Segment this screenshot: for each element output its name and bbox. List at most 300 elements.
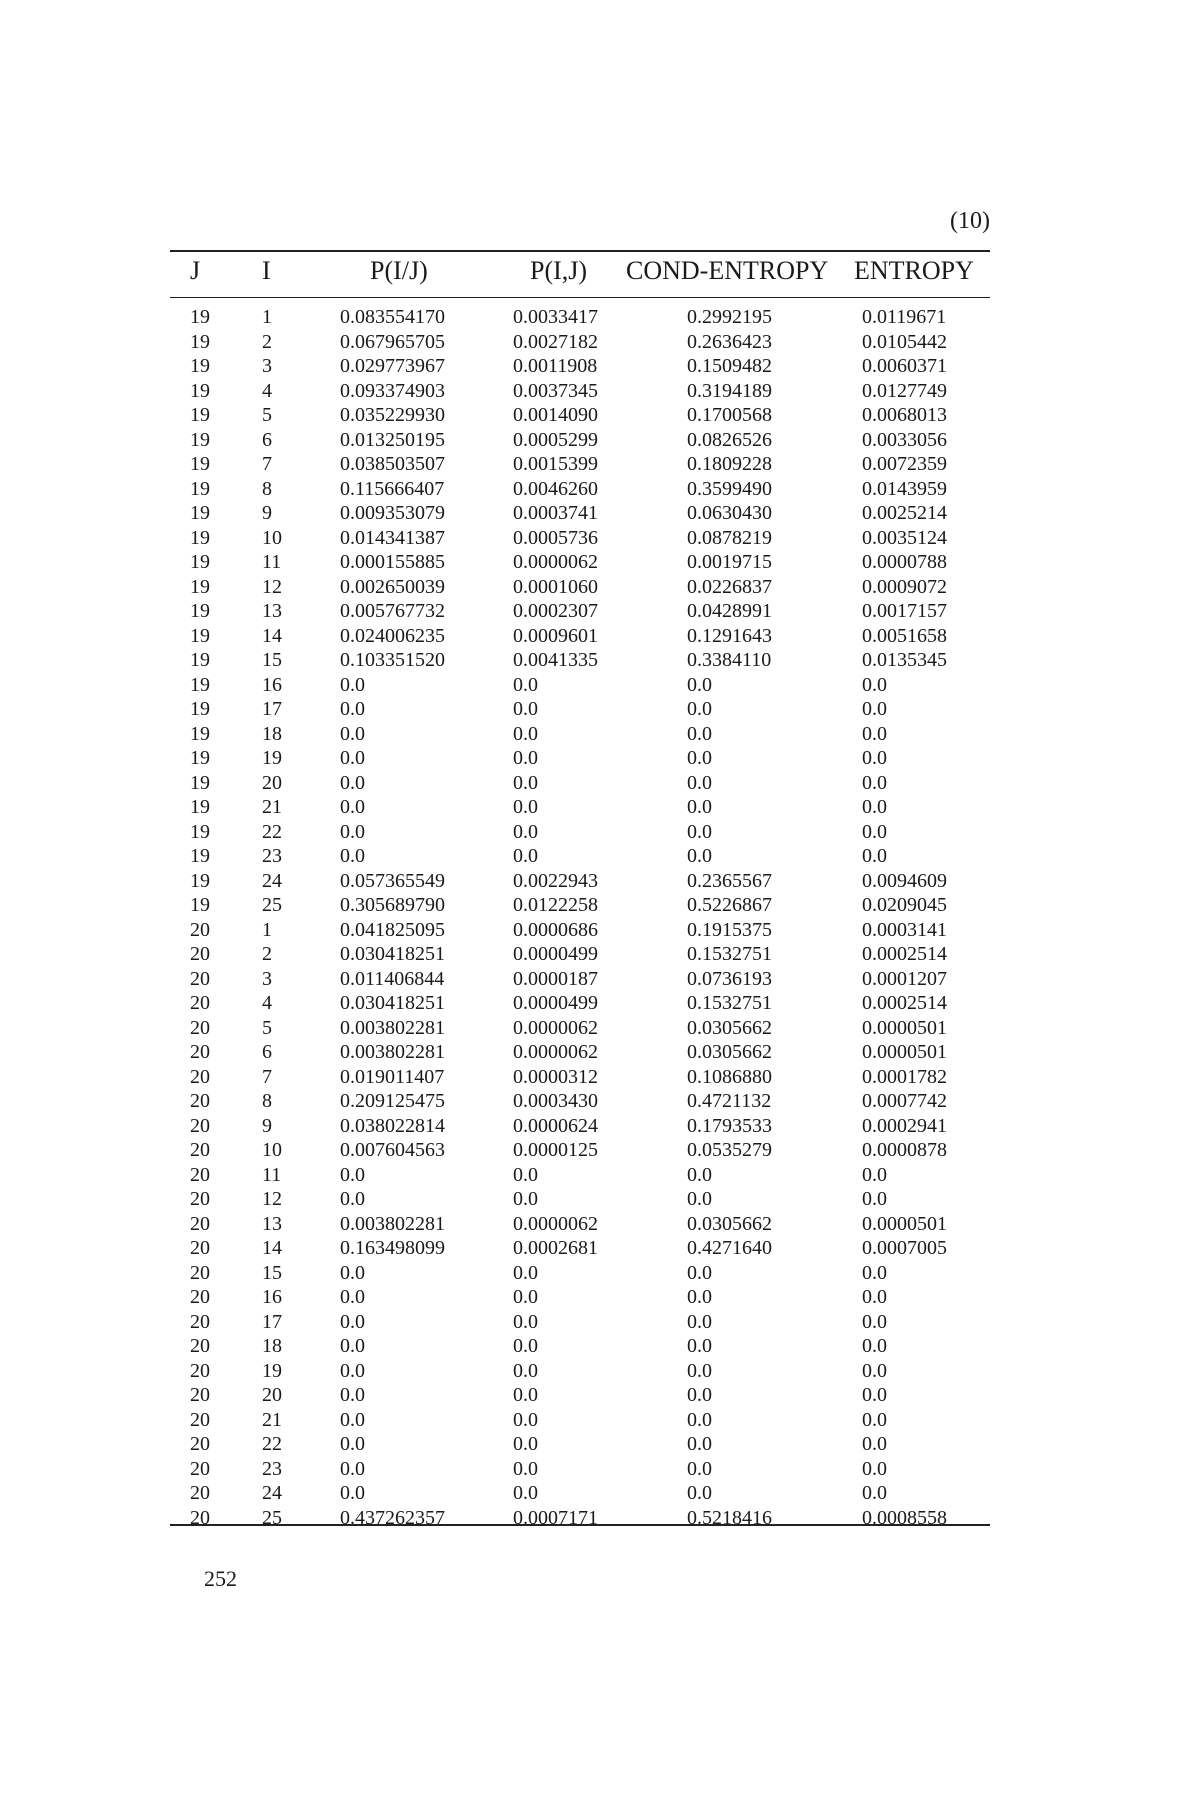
cell-cond-entropy: 0.0 (687, 1384, 712, 1406)
table-row (0, 575, 1200, 600)
cell-j: 20 (190, 1482, 210, 1504)
cell-entropy: 0.0127749 (862, 379, 947, 402)
cell-entropy: 0.0 (862, 1433, 887, 1455)
cell-j: 20 (190, 918, 210, 941)
cell-i: 23 (262, 1457, 282, 1480)
cell-joint-probability: 0.0041335 (513, 649, 598, 671)
cell-cond-entropy: 0.0226837 (687, 575, 772, 598)
cell-entropy: 0.0 (862, 796, 887, 818)
cell-entropy: 0.0105442 (862, 330, 947, 353)
cell-i: 4 (262, 992, 272, 1014)
cell-j: 20 (190, 1506, 210, 1529)
cell-conditional-probability: 0.019011407 (340, 1065, 445, 1088)
cell-conditional-probability: 0.038503507 (340, 453, 445, 475)
cell-i: 12 (262, 575, 282, 598)
cell-cond-entropy: 0.0 (687, 1359, 712, 1382)
cell-conditional-probability: 0.093374903 (340, 379, 445, 402)
cell-conditional-probability: 0.0 (340, 1457, 365, 1480)
table-row (0, 428, 1200, 453)
cell-j: 20 (190, 1041, 210, 1063)
cell-entropy: 0.0094609 (862, 869, 947, 892)
cell-entropy: 0.0 (862, 1335, 887, 1357)
cell-conditional-probability: 0.003802281 (340, 1212, 445, 1235)
cell-conditional-probability: 0.030418251 (340, 943, 445, 965)
cell-cond-entropy: 0.2636423 (687, 330, 772, 353)
cell-entropy: 0.0017157 (862, 600, 947, 622)
cell-conditional-probability: 0.0 (340, 796, 365, 818)
cell-cond-entropy: 0.5218416 (687, 1506, 772, 1529)
cell-conditional-probability: 0.029773967 (340, 355, 445, 377)
cell-joint-probability: 0.0000312 (513, 1065, 598, 1088)
table-row (0, 1163, 1200, 1188)
cell-cond-entropy: 0.3384110 (687, 649, 772, 671)
cell-joint-probability: 0.0 (513, 1482, 538, 1504)
cell-j: 19 (190, 673, 210, 696)
table-row (0, 1408, 1200, 1433)
cell-j: 20 (190, 1286, 210, 1308)
cell-conditional-probability: 0.000155885 (340, 551, 445, 573)
cell-joint-probability: 0.0000125 (513, 1139, 598, 1161)
cell-joint-probability: 0.0037345 (513, 379, 598, 402)
cell-cond-entropy: 0.0 (687, 673, 712, 696)
cell-j: 20 (190, 1090, 210, 1112)
cell-cond-entropy: 0.1915375 (687, 918, 772, 941)
cell-cond-entropy: 0.0019715 (687, 551, 772, 573)
table-row (0, 673, 1200, 698)
cell-j: 20 (190, 1139, 210, 1161)
cell-j: 20 (190, 1212, 210, 1235)
cell-j: 20 (190, 992, 210, 1014)
cell-conditional-probability: 0.035229930 (340, 404, 445, 426)
cell-cond-entropy: 0.0535279 (687, 1139, 772, 1161)
table-row (0, 526, 1200, 551)
cell-entropy: 0.0000501 (862, 1016, 947, 1039)
cell-j: 20 (190, 1016, 210, 1039)
cell-conditional-probability: 0.014341387 (340, 526, 445, 549)
top-rule (170, 250, 990, 252)
cell-conditional-probability: 0.041825095 (340, 918, 445, 941)
cell-conditional-probability: 0.009353079 (340, 502, 445, 524)
table-row (0, 967, 1200, 992)
cell-conditional-probability: 0.005767732 (340, 600, 445, 622)
cell-entropy: 0.0001207 (862, 967, 947, 990)
cell-entropy: 0.0 (862, 1261, 887, 1284)
cell-joint-probability: 0.0 (513, 771, 538, 794)
cell-joint-probability: 0.0 (513, 1408, 538, 1431)
cell-joint-probability: 0.0011908 (513, 355, 598, 377)
cell-j: 19 (190, 894, 210, 916)
cell-i: 9 (262, 1114, 272, 1137)
cell-j: 19 (190, 477, 210, 500)
cell-i: 11 (262, 551, 282, 573)
table-row (0, 746, 1200, 771)
cell-j: 19 (190, 379, 210, 402)
cell-entropy: 0.0135345 (862, 649, 947, 671)
cell-entropy: 0.0 (862, 722, 887, 745)
table-row (0, 869, 1200, 894)
cell-conditional-probability: 0.0 (340, 820, 365, 843)
cell-cond-entropy: 0.0 (687, 1286, 712, 1308)
cell-joint-probability: 0.0 (513, 1335, 538, 1357)
cell-conditional-probability: 0.0 (340, 1359, 365, 1382)
table-row (0, 1065, 1200, 1090)
cell-conditional-probability: 0.030418251 (340, 992, 445, 1014)
cell-joint-probability: 0.0000499 (513, 992, 598, 1014)
cell-entropy: 0.0033056 (862, 428, 947, 451)
cell-conditional-probability: 0.0 (340, 1384, 365, 1406)
cell-j: 19 (190, 453, 210, 475)
cell-i: 25 (262, 1506, 282, 1529)
cell-joint-probability: 0.0007171 (513, 1506, 598, 1529)
cell-conditional-probability: 0.163498099 (340, 1237, 445, 1259)
table-row (0, 330, 1200, 355)
cell-entropy: 0.0 (862, 747, 887, 769)
cell-j: 19 (190, 306, 210, 328)
cell-i: 22 (262, 820, 282, 843)
cell-entropy: 0.0 (862, 845, 887, 867)
cell-j: 19 (190, 747, 210, 769)
cell-conditional-probability: 0.0 (340, 673, 365, 696)
cell-entropy: 0.0 (862, 1163, 887, 1186)
cell-entropy: 0.0009072 (862, 575, 947, 598)
cell-i: 21 (262, 1408, 282, 1431)
cell-joint-probability: 0.0002307 (513, 600, 598, 622)
table-row (0, 918, 1200, 943)
cell-conditional-probability: 0.007604563 (340, 1139, 445, 1161)
cell-i: 20 (262, 771, 282, 794)
cell-conditional-probability: 0.024006235 (340, 624, 445, 647)
cell-i: 19 (262, 1359, 282, 1382)
cell-j: 19 (190, 820, 210, 843)
cell-i: 13 (262, 1212, 282, 1235)
table-row (0, 1506, 1200, 1531)
cell-joint-probability: 0.0000686 (513, 918, 598, 941)
cell-entropy: 0.0 (862, 1408, 887, 1431)
cell-i: 7 (262, 1065, 272, 1088)
cell-i: 21 (262, 796, 282, 818)
cell-joint-probability: 0.0 (513, 1261, 538, 1284)
cell-conditional-probability: 0.0 (340, 771, 365, 794)
cell-conditional-probability: 0.0 (340, 1433, 365, 1455)
cell-cond-entropy: 0.0 (687, 845, 712, 867)
table-row (0, 1114, 1200, 1139)
cell-entropy: 0.0119671 (862, 306, 947, 328)
cell-joint-probability: 0.0 (513, 1359, 538, 1382)
column-header-conditional-probability: P(I/J) (370, 256, 428, 285)
cell-j: 20 (190, 943, 210, 965)
table-row (0, 1432, 1200, 1457)
cell-joint-probability: 0.0 (513, 796, 538, 818)
cell-joint-probability: 0.0014090 (513, 404, 598, 426)
cell-conditional-probability: 0.0 (340, 1286, 365, 1308)
cell-conditional-probability: 0.0 (340, 1163, 365, 1186)
cell-cond-entropy: 0.1291643 (687, 624, 772, 647)
cell-entropy: 0.0 (862, 1310, 887, 1333)
cell-joint-probability: 0.0000187 (513, 967, 598, 990)
cell-i: 14 (262, 624, 282, 647)
cell-entropy: 0.0000788 (862, 551, 947, 573)
cell-i: 13 (262, 600, 282, 622)
cell-i: 10 (262, 526, 282, 549)
cell-cond-entropy: 0.4721132 (687, 1090, 772, 1112)
cell-i: 15 (262, 649, 282, 671)
table-row (0, 1261, 1200, 1286)
cell-cond-entropy: 0.0 (687, 1163, 712, 1186)
cell-cond-entropy: 0.0 (687, 698, 712, 720)
cell-i: 18 (262, 1335, 282, 1357)
cell-j: 20 (190, 967, 210, 990)
table-row (0, 624, 1200, 649)
cell-cond-entropy: 0.0 (687, 1482, 712, 1504)
cell-conditional-probability: 0.038022814 (340, 1114, 445, 1137)
cell-j: 19 (190, 722, 210, 745)
cell-j: 19 (190, 698, 210, 720)
cell-conditional-probability: 0.0 (340, 845, 365, 867)
cell-cond-entropy: 0.0 (687, 820, 712, 843)
cell-i: 5 (262, 404, 272, 426)
cell-i: 5 (262, 1016, 272, 1039)
cell-j: 19 (190, 428, 210, 451)
cell-conditional-probability: 0.0 (340, 1310, 365, 1333)
cell-cond-entropy: 0.0428991 (687, 600, 772, 622)
cell-joint-probability: 0.0122258 (513, 894, 598, 916)
cell-entropy: 0.0 (862, 673, 887, 696)
cell-conditional-probability: 0.209125475 (340, 1090, 445, 1112)
table-row (0, 1457, 1200, 1482)
cell-joint-probability: 0.0000062 (513, 1041, 598, 1063)
cell-conditional-probability: 0.0 (340, 1261, 365, 1284)
table-row (0, 477, 1200, 502)
cell-i: 6 (262, 1041, 272, 1063)
cell-entropy: 0.0000878 (862, 1139, 947, 1161)
cell-joint-probability: 0.0015399 (513, 453, 598, 475)
cell-j: 20 (190, 1163, 210, 1186)
cell-cond-entropy: 0.0 (687, 1433, 712, 1455)
cell-entropy: 0.0035124 (862, 526, 947, 549)
cell-j: 19 (190, 845, 210, 867)
cell-entropy: 0.0 (862, 1359, 887, 1382)
cell-i: 8 (262, 1090, 272, 1112)
cell-cond-entropy: 0.0 (687, 1335, 712, 1357)
cell-cond-entropy: 0.1700568 (687, 404, 772, 426)
table-row (0, 1383, 1200, 1408)
cell-j: 19 (190, 551, 210, 573)
cell-j: 19 (190, 649, 210, 671)
cell-joint-probability: 0.0022943 (513, 869, 598, 892)
cell-entropy: 0.0 (862, 1188, 887, 1210)
table-row (0, 722, 1200, 747)
cell-j: 20 (190, 1065, 210, 1088)
cell-cond-entropy: 0.0 (687, 747, 712, 769)
cell-joint-probability: 0.0 (513, 747, 538, 769)
cell-cond-entropy: 0.0 (687, 722, 712, 745)
table-row (0, 501, 1200, 526)
cell-i: 17 (262, 698, 282, 720)
header-rule (170, 297, 990, 298)
cell-i: 1 (262, 306, 272, 328)
cell-joint-probability: 0.0 (513, 698, 538, 720)
cell-joint-probability: 0.0 (513, 1457, 538, 1480)
cell-conditional-probability: 0.0 (340, 1188, 365, 1210)
table-row (0, 550, 1200, 575)
cell-cond-entropy: 0.1793533 (687, 1114, 772, 1137)
cell-cond-entropy: 0.4271640 (687, 1237, 772, 1259)
cell-entropy: 0.0002514 (862, 943, 947, 965)
table-row (0, 942, 1200, 967)
bottom-rule (170, 1524, 990, 1526)
table-row (0, 1089, 1200, 1114)
cell-joint-probability: 0.0003741 (513, 502, 598, 524)
cell-cond-entropy: 0.0736193 (687, 967, 772, 990)
cell-conditional-probability: 0.0 (340, 698, 365, 720)
cell-entropy: 0.0025214 (862, 502, 947, 524)
cell-i: 23 (262, 845, 282, 867)
cell-conditional-probability: 0.0 (340, 722, 365, 745)
table-row (0, 820, 1200, 845)
cell-entropy: 0.0 (862, 698, 887, 720)
cell-cond-entropy: 0.0 (687, 796, 712, 818)
table-number: (10) (950, 208, 990, 234)
cell-joint-probability: 0.0002681 (513, 1237, 598, 1259)
cell-i: 4 (262, 379, 272, 402)
cell-joint-probability: 0.0027182 (513, 330, 598, 353)
cell-j: 19 (190, 355, 210, 377)
cell-j: 19 (190, 600, 210, 622)
cell-j: 19 (190, 526, 210, 549)
cell-i: 9 (262, 502, 272, 524)
cell-entropy: 0.0 (862, 820, 887, 843)
cell-entropy: 0.0072359 (862, 453, 947, 475)
cell-i: 24 (262, 869, 282, 892)
cell-cond-entropy: 0.0878219 (687, 526, 772, 549)
cell-cond-entropy: 0.0 (687, 1310, 712, 1333)
cell-i: 8 (262, 477, 272, 500)
cell-cond-entropy: 0.1509482 (687, 355, 772, 377)
cell-j: 20 (190, 1457, 210, 1480)
table-row (0, 379, 1200, 404)
cell-joint-probability: 0.0033417 (513, 306, 598, 328)
cell-i: 10 (262, 1139, 282, 1161)
cell-cond-entropy: 0.1532751 (687, 992, 772, 1014)
cell-joint-probability: 0.0000499 (513, 943, 598, 965)
cell-cond-entropy: 0.0 (687, 1408, 712, 1431)
cell-entropy: 0.0143959 (862, 477, 947, 500)
cell-cond-entropy: 0.0 (687, 1188, 712, 1210)
cell-joint-probability: 0.0003430 (513, 1090, 598, 1112)
cell-joint-probability: 0.0000062 (513, 1016, 598, 1039)
table-row (0, 1212, 1200, 1237)
table-row (0, 1334, 1200, 1359)
cell-entropy: 0.0209045 (862, 894, 947, 916)
cell-j: 20 (190, 1261, 210, 1284)
cell-conditional-probability: 0.0 (340, 1482, 365, 1504)
cell-conditional-probability: 0.0 (340, 747, 365, 769)
cell-i: 20 (262, 1384, 282, 1406)
cell-j: 19 (190, 869, 210, 892)
cell-i: 6 (262, 428, 272, 451)
cell-entropy: 0.0002941 (862, 1114, 947, 1137)
cell-i: 7 (262, 453, 272, 475)
cell-entropy: 0.0002514 (862, 992, 947, 1014)
page-number: 252 (204, 1566, 237, 1591)
cell-joint-probability: 0.0 (513, 1163, 538, 1186)
cell-joint-probability: 0.0009601 (513, 624, 598, 647)
table-body (0, 305, 1200, 1530)
cell-i: 19 (262, 747, 282, 769)
cell-i: 16 (262, 673, 282, 696)
cell-i: 3 (262, 967, 272, 990)
cell-joint-probability: 0.0 (513, 1188, 538, 1210)
cell-conditional-probability: 0.002650039 (340, 575, 445, 598)
cell-cond-entropy: 0.1086880 (687, 1065, 772, 1088)
column-header-j: J (190, 256, 201, 285)
cell-j: 19 (190, 575, 210, 598)
cell-entropy: 0.0051658 (862, 624, 947, 647)
cell-joint-probability: 0.0001060 (513, 575, 598, 598)
cell-conditional-probability: 0.103351520 (340, 649, 445, 671)
table-header-row (0, 256, 1200, 292)
cell-cond-entropy: 0.0 (687, 771, 712, 794)
cell-joint-probability: 0.0 (513, 1310, 538, 1333)
cell-joint-probability: 0.0 (513, 1286, 538, 1308)
cell-j: 19 (190, 796, 210, 818)
table-row (0, 991, 1200, 1016)
cell-cond-entropy: 0.2992195 (687, 306, 772, 328)
cell-j: 20 (190, 1114, 210, 1137)
cell-joint-probability: 0.0 (513, 722, 538, 745)
cell-i: 22 (262, 1433, 282, 1455)
column-header-i: I (262, 256, 271, 285)
cell-entropy: 0.0 (862, 1457, 887, 1480)
cell-cond-entropy: 0.1532751 (687, 943, 772, 965)
table-row (0, 795, 1200, 820)
cell-conditional-probability: 0.003802281 (340, 1041, 445, 1063)
cell-i: 16 (262, 1286, 282, 1308)
cell-joint-probability: 0.0005736 (513, 526, 598, 549)
table-row (0, 1187, 1200, 1212)
cell-entropy: 0.0060371 (862, 355, 947, 377)
cell-j: 20 (190, 1188, 210, 1210)
cell-entropy: 0.0000501 (862, 1212, 947, 1235)
cell-i: 2 (262, 330, 272, 353)
table-row (0, 844, 1200, 869)
cell-cond-entropy: 0.0 (687, 1261, 712, 1284)
cell-conditional-probability: 0.057365549 (340, 869, 445, 892)
table-row (0, 403, 1200, 428)
cell-cond-entropy: 0.3599490 (687, 477, 772, 500)
cell-entropy: 0.0 (862, 1482, 887, 1504)
cell-cond-entropy: 0.5226867 (687, 894, 772, 916)
table-row (0, 305, 1200, 330)
column-header-joint-probability: P(I,J) (530, 256, 588, 285)
cell-entropy: 0.0001782 (862, 1065, 947, 1088)
cell-joint-probability: 0.0046260 (513, 477, 598, 500)
cell-conditional-probability: 0.0 (340, 1335, 365, 1357)
cell-cond-entropy: 0.0305662 (687, 1212, 772, 1235)
cell-joint-probability: 0.0 (513, 1384, 538, 1406)
cell-conditional-probability: 0.305689790 (340, 894, 445, 916)
cell-i: 18 (262, 722, 282, 745)
cell-cond-entropy: 0.0630430 (687, 502, 772, 524)
table-row (0, 1040, 1200, 1065)
cell-entropy: 0.0007742 (862, 1090, 947, 1112)
cell-joint-probability: 0.0000624 (513, 1114, 598, 1137)
cell-j: 20 (190, 1433, 210, 1455)
table-row (0, 1236, 1200, 1261)
table-row (0, 1359, 1200, 1384)
column-header-cond-entropy: COND-ENTROPY (626, 256, 829, 285)
table-row (0, 1016, 1200, 1041)
